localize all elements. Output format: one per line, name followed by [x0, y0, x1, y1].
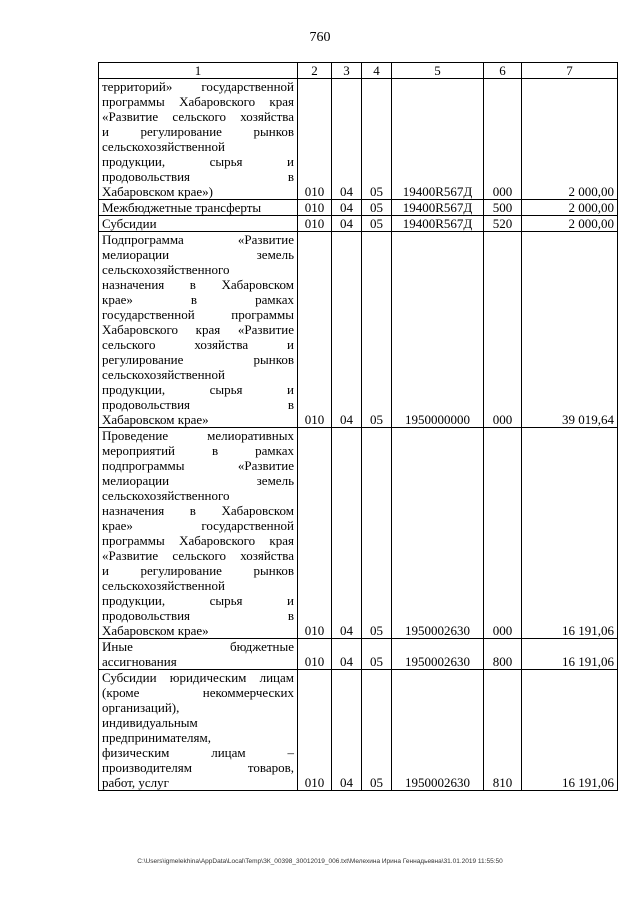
row-name-line: индивидуальным: [102, 715, 198, 730]
column-header: 4: [362, 63, 392, 79]
row-name-line: сельскохозяйственной: [102, 367, 225, 382]
row-name-line: «Развитие сельского хозяйства: [102, 109, 294, 124]
row-name-line: Субсидии юридическим лицам: [102, 670, 294, 685]
expense-type-cell: 000: [484, 232, 522, 428]
amount-cell: 2 000,00: [522, 216, 618, 232]
row-name-cell: [99, 232, 298, 428]
file-path-footer: C:\Users\igmelekhina\AppData\Local\Temp\ЗК_00398_30012019_006.txt\Мелехина Ирина Геннадьевна\31.01.2019 11:55:50: [137, 858, 503, 865]
row-name-line: продукции, сырья и: [102, 593, 294, 608]
expense-type-cell: 810: [484, 670, 522, 791]
table-row: [99, 79, 618, 200]
row-name-cell: [99, 639, 298, 670]
row-name-line: Хабаровском крае»): [102, 184, 213, 199]
row-name-line: крае» в рамках: [102, 292, 294, 307]
target-article-cell: 1950002630: [392, 428, 484, 639]
row-name-line: сельскохозяйственного: [102, 262, 230, 277]
row-name-line: продовольствия в: [102, 397, 294, 412]
row-name-cell: [99, 428, 298, 639]
row-name-line: физическим лицам –: [102, 745, 294, 760]
row-name-line: «Развитие сельского хозяйства: [102, 548, 294, 563]
row-name-line: Проведение мелиоративных: [102, 428, 294, 443]
section-code-cell: 04: [332, 232, 362, 428]
subsection-code-cell: 05: [362, 79, 392, 200]
row-name-line: работ, услуг: [102, 775, 170, 790]
column-header: 5: [392, 63, 484, 79]
row-name-line: предпринимателям,: [102, 730, 211, 745]
row-name-line: Иные бюджетные: [102, 639, 294, 654]
section-code-cell: 04: [332, 428, 362, 639]
row-name-line: Межбюджетные трансферты: [102, 200, 262, 215]
row-name-line: назначения в Хабаровском: [102, 503, 294, 518]
expense-type-cell: 000: [484, 428, 522, 639]
table-row: [99, 670, 618, 791]
subsection-code-cell: 05: [362, 639, 392, 670]
column-header: 6: [484, 63, 522, 79]
table-row: [99, 216, 618, 232]
target-article-cell: 19400R567Д: [392, 200, 484, 216]
amount-cell: 2 000,00: [522, 79, 618, 200]
row-name-line: Субсидии: [102, 216, 157, 231]
row-name-line: организаций),: [102, 700, 180, 715]
admin-code-cell: 010: [298, 79, 332, 200]
row-name-line: сельскохозяйственного: [102, 488, 230, 503]
row-name-line: (кроме некоммерческих: [102, 685, 294, 700]
section-code-cell: 04: [332, 639, 362, 670]
amount-cell: 16 191,06: [522, 670, 618, 791]
row-name-line: Хабаровского края «Развитие: [102, 322, 294, 337]
column-header: 7: [522, 63, 618, 79]
expense-type-cell: 000: [484, 79, 522, 200]
subsection-code-cell: 05: [362, 200, 392, 216]
row-name-cell: [99, 79, 298, 200]
page-number: 760: [309, 30, 331, 45]
table-row: [99, 639, 618, 670]
section-code-cell: 04: [332, 216, 362, 232]
column-header: 1: [99, 63, 298, 79]
amount-cell: 16 191,06: [522, 639, 618, 670]
subsection-code-cell: 05: [362, 216, 392, 232]
admin-code-cell: 010: [298, 216, 332, 232]
admin-code-cell: 010: [298, 232, 332, 428]
row-name-line: Хабаровском крае»: [102, 623, 209, 638]
admin-code-cell: 010: [298, 200, 332, 216]
row-name-line: сельскохозяйственной: [102, 139, 225, 154]
target-article-cell: 19400R567Д: [392, 79, 484, 200]
table-body: [99, 79, 618, 791]
amount-cell: 2 000,00: [522, 200, 618, 216]
section-code-cell: 04: [332, 79, 362, 200]
row-name-line: регулирование рынков: [102, 352, 294, 367]
expense-type-cell: 800: [484, 639, 522, 670]
table-header-row: [99, 63, 618, 79]
row-name-line: сельскохозяйственной: [102, 578, 225, 593]
row-name-line: и регулирование рынков: [102, 124, 294, 139]
row-name-line: продукции, сырья и: [102, 154, 294, 169]
row-name-cell: [99, 670, 298, 791]
row-name-line: Подпрограмма «Развитие: [102, 232, 294, 247]
expense-type-cell: 500: [484, 200, 522, 216]
admin-code-cell: 010: [298, 639, 332, 670]
row-name-line: мероприятий в рамках: [102, 443, 294, 458]
row-name-line: мелиорации земель: [102, 247, 294, 262]
section-code-cell: 04: [332, 670, 362, 791]
admin-code-cell: 010: [298, 670, 332, 791]
amount-cell: 39 019,64: [522, 232, 618, 428]
target-article-cell: 19400R567Д: [392, 216, 484, 232]
row-name-line: ассигнования: [102, 654, 177, 669]
row-name-line: продукции, сырья и: [102, 382, 294, 397]
budget-table: [98, 62, 618, 791]
target-article-cell: 1950002630: [392, 639, 484, 670]
row-name-line: программы Хабаровского края: [102, 94, 294, 109]
row-name-line: Хабаровском крае»: [102, 412, 209, 427]
row-name-cell: [99, 200, 298, 216]
amount-cell: 16 191,06: [522, 428, 618, 639]
row-name-line: крае» государственной: [102, 518, 294, 533]
table-row: [99, 200, 618, 216]
row-name-line: программы Хабаровского края: [102, 533, 294, 548]
admin-code-cell: 010: [298, 428, 332, 639]
row-name-line: назначения в Хабаровском: [102, 277, 294, 292]
row-name-line: и регулирование рынков: [102, 563, 294, 578]
row-name-line: сельского хозяйства и: [102, 337, 294, 352]
row-name-line: территорий» государственной: [102, 79, 294, 94]
target-article-cell: 1950002630: [392, 670, 484, 791]
row-name-line: государственной программы: [102, 307, 294, 322]
subsection-code-cell: 05: [362, 232, 392, 428]
column-header: 2: [298, 63, 332, 79]
expense-type-cell: 520: [484, 216, 522, 232]
subsection-code-cell: 05: [362, 428, 392, 639]
row-name-cell: [99, 216, 298, 232]
row-name-line: подпрограммы «Развитие: [102, 458, 294, 473]
section-code-cell: 04: [332, 200, 362, 216]
row-name-line: мелиорации земель: [102, 473, 294, 488]
target-article-cell: 1950000000: [392, 232, 484, 428]
table-row: [99, 232, 618, 428]
row-name-line: производителям товаров,: [102, 760, 294, 775]
subsection-code-cell: 05: [362, 670, 392, 791]
row-name-line: продовольствия в: [102, 169, 294, 184]
row-name-line: продовольствия в: [102, 608, 294, 623]
column-header: 3: [332, 63, 362, 79]
table-row: [99, 428, 618, 639]
